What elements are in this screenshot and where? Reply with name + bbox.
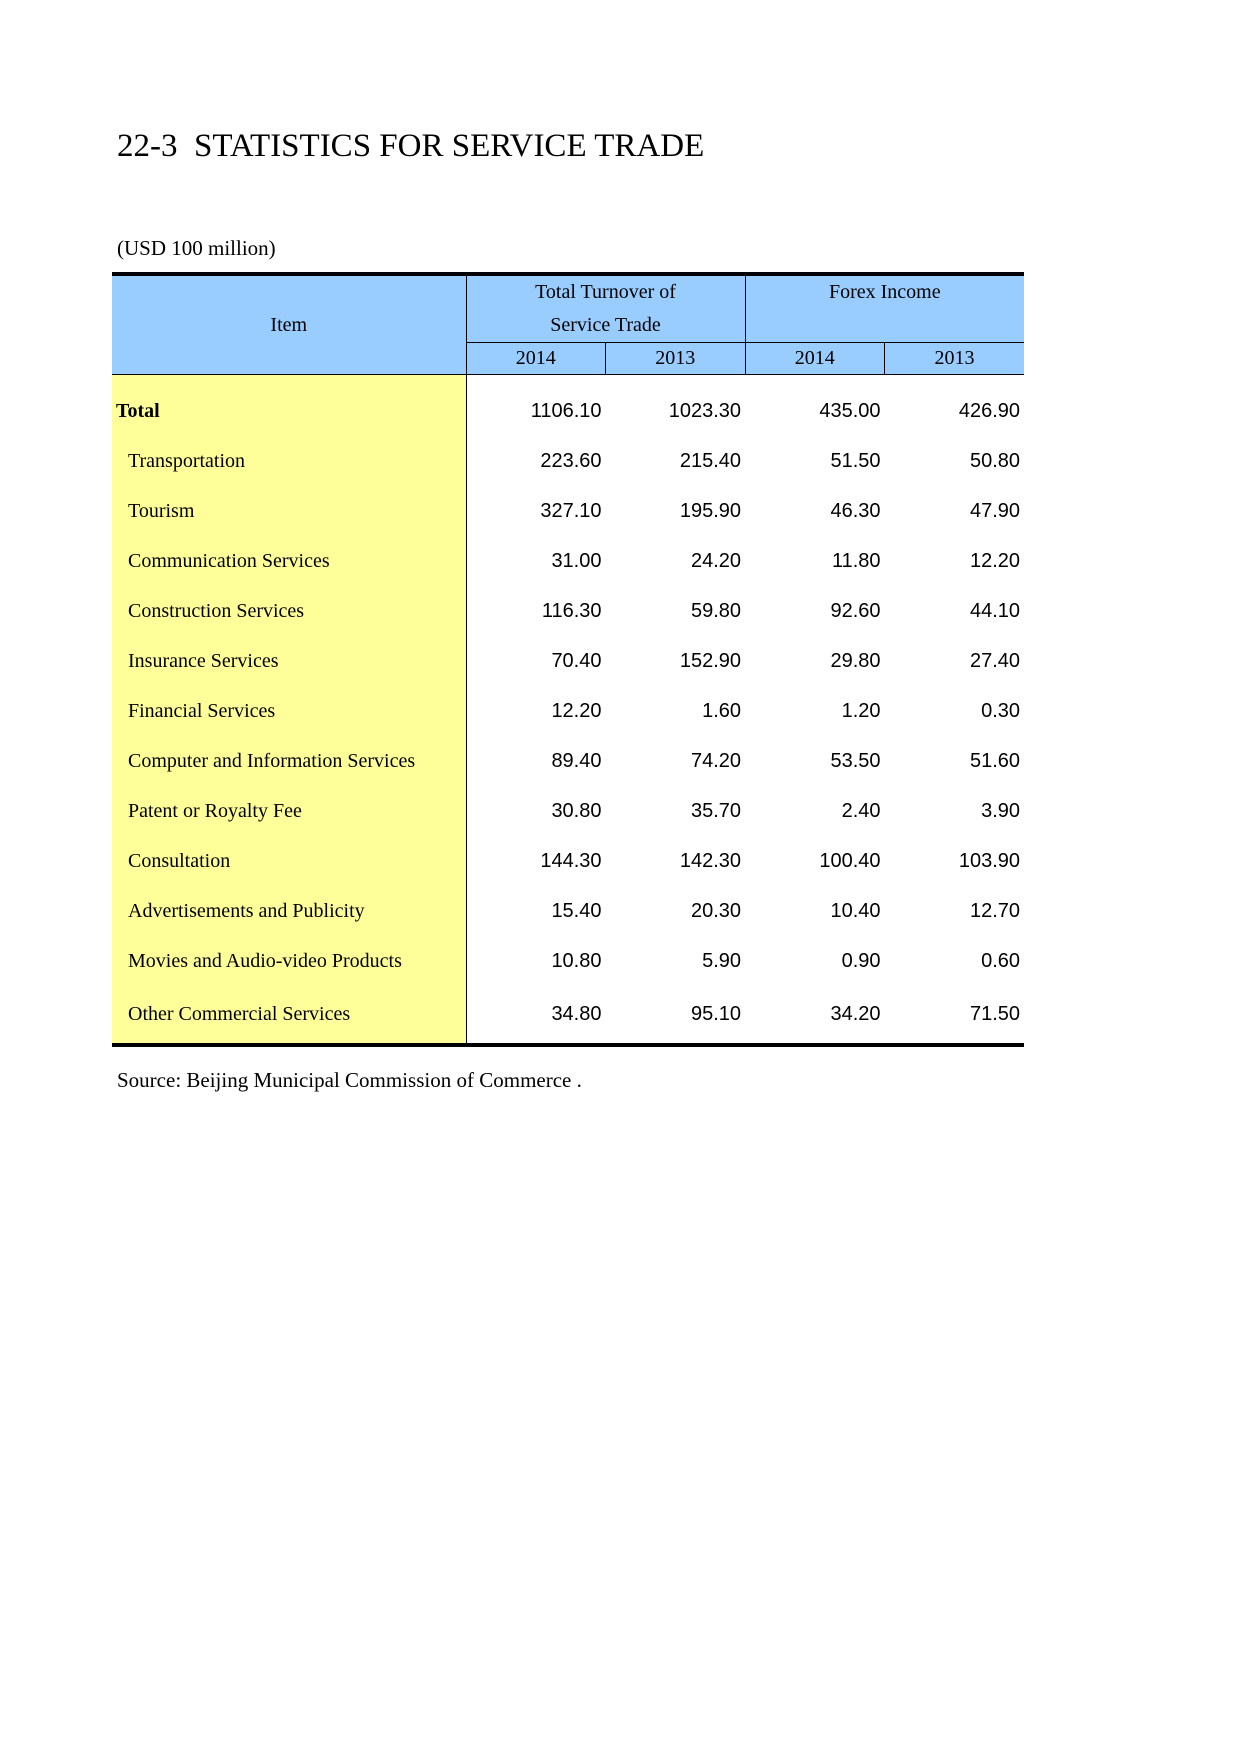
row-value: 1.60 — [702, 699, 742, 722]
row-value: 10.80 — [551, 949, 602, 972]
table-row — [112, 736, 1024, 786]
row-item-label: Movies and Audio-video Products — [112, 936, 466, 986]
row-value: 144.30 — [540, 849, 602, 872]
row-value: 20.30 — [690, 899, 742, 922]
row-value: 34.20 — [745, 986, 885, 1045]
row-value: 89.40 — [551, 749, 602, 772]
row-value: 29.80 — [830, 649, 881, 672]
table-row — [112, 636, 1024, 686]
row-value: 11.80 — [831, 549, 881, 572]
table-row — [112, 686, 1024, 736]
table-row — [112, 436, 1024, 486]
row-value: 223.60 — [540, 449, 602, 472]
header-year: 2013 — [885, 343, 1025, 375]
row-item-label: Advertisements and Publicity — [112, 886, 466, 936]
table-row — [112, 386, 1024, 436]
header-item: Item — [112, 274, 466, 375]
row-value: 34.80 — [466, 986, 606, 1045]
row-value: 103.90 — [958, 849, 1021, 872]
row-value: 426.90 — [958, 399, 1021, 422]
row-item-label: Total — [112, 386, 466, 436]
row-item-label: Construction Services — [112, 586, 466, 636]
row-item-label: Other Commercial Services — [112, 986, 466, 1045]
row-item-label: Patent or Royalty Fee — [112, 786, 466, 836]
row-value: 15.40 — [551, 899, 602, 922]
row-value: 53.50 — [830, 749, 881, 772]
row-value: 116.30 — [541, 599, 602, 622]
table-row — [112, 936, 1024, 986]
row-value: 51.60 — [969, 749, 1021, 772]
row-item-label: Consultation — [112, 836, 466, 886]
row-value: 2.40 — [841, 799, 881, 822]
row-value: 24.20 — [690, 549, 742, 572]
row-item-label: Computer and Information Services — [112, 736, 466, 786]
row-item-label: Financial Services — [112, 686, 466, 736]
table-row — [112, 586, 1024, 636]
page-title: 22-3 STATISTICS FOR SERVICE TRADE — [117, 128, 705, 164]
spacer-cell — [112, 375, 466, 387]
row-value: 215.40 — [679, 449, 742, 472]
table-body — [112, 375, 1024, 1046]
row-value: 142.30 — [679, 849, 742, 872]
row-value: 12.70 — [969, 899, 1021, 922]
row-value: 31.00 — [551, 549, 602, 572]
row-value: 12.20 — [551, 699, 602, 722]
header-forex-income: Forex Income — [745, 274, 1024, 343]
row-value: 35.70 — [690, 799, 742, 822]
source-note: Source: Beijing Municipal Commission of Commerce . — [117, 1068, 582, 1092]
row-value: 195.90 — [679, 499, 742, 522]
row-value: 74.20 — [690, 749, 742, 772]
service-trade-table — [112, 272, 1024, 1047]
row-value: 435.00 — [819, 399, 881, 422]
row-value: 44.10 — [969, 599, 1021, 622]
table-row — [112, 836, 1024, 886]
row-value: 100.40 — [819, 849, 881, 872]
row-value: 59.80 — [690, 599, 742, 622]
row-value: 3.90 — [981, 799, 1021, 822]
row-value: 1106.10 — [530, 399, 602, 422]
row-value: 50.80 — [969, 449, 1021, 472]
header-total-turnover-line1: Total Turnover of — [535, 281, 676, 303]
row-value: 1.20 — [841, 699, 881, 722]
row-value: 12.20 — [969, 549, 1021, 572]
row-value: 70.40 — [551, 649, 602, 672]
row-item-label: Communication Services — [112, 536, 466, 586]
header-total-turnover-line2: Service Trade — [550, 314, 661, 336]
row-item-label: Insurance Services — [112, 636, 466, 686]
row-value: 46.30 — [830, 499, 881, 522]
table-row — [112, 986, 1024, 1045]
table-row — [112, 536, 1024, 586]
header-year: 2013 — [606, 343, 746, 375]
header-year: 2014 — [745, 343, 885, 375]
header-year: 2014 — [466, 343, 606, 375]
unit-note: (USD 100 million) — [117, 236, 276, 260]
spacer-row — [112, 375, 1024, 387]
row-value: 47.90 — [969, 499, 1021, 522]
row-item-label: Transportation — [112, 436, 466, 486]
row-value: 327.10 — [540, 499, 602, 522]
header-total-turnover — [466, 274, 745, 343]
row-value: 0.30 — [981, 699, 1021, 722]
row-item-label: Tourism — [112, 486, 466, 536]
row-value: 92.60 — [830, 599, 881, 622]
row-value: 10.40 — [830, 899, 881, 922]
row-value: 30.80 — [551, 799, 602, 822]
row-value: 0.60 — [981, 949, 1021, 972]
row-value: 0.90 — [841, 949, 881, 972]
row-value: 152.90 — [679, 649, 742, 672]
row-value: 95.10 — [606, 986, 746, 1045]
table-row — [112, 786, 1024, 836]
row-value: 1023.30 — [668, 399, 742, 422]
row-value: 51.50 — [830, 449, 881, 472]
table-row — [112, 886, 1024, 936]
row-value: 27.40 — [969, 649, 1021, 672]
row-value: 71.50 — [885, 986, 1025, 1045]
row-value: 5.90 — [702, 949, 742, 972]
table-row — [112, 486, 1024, 536]
